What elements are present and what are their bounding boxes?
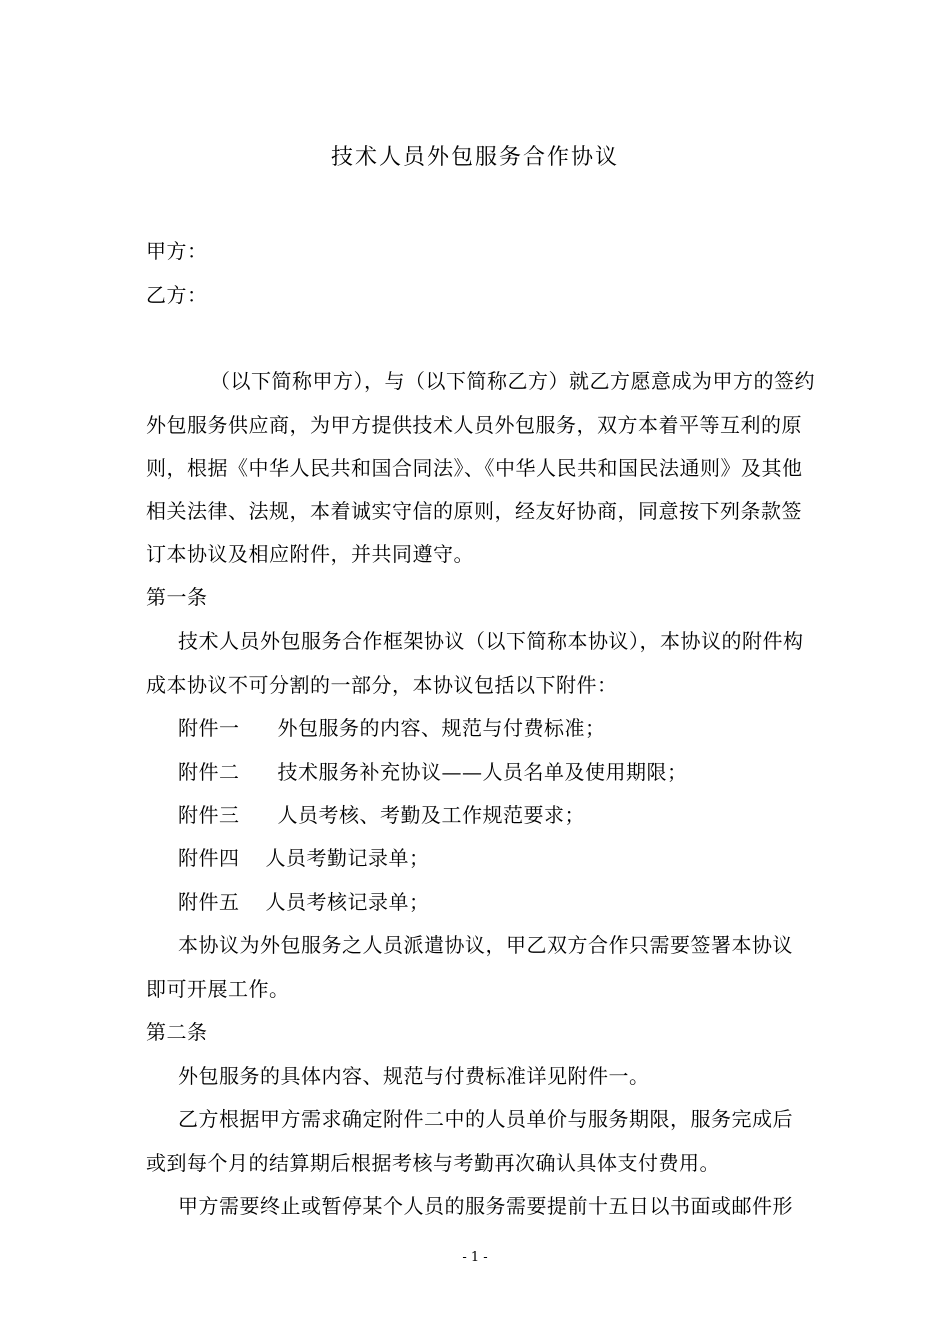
document-title: 技术人员外包服务合作协议 xyxy=(330,145,619,170)
attachment-label: 附件三 xyxy=(178,803,240,827)
article1-closing-line: 本协议为外包服务之人员派遣协议，甲乙双方合作只需要签署本协议 xyxy=(178,933,793,957)
attachment-item xyxy=(178,800,585,830)
attachment-label: 附件一 xyxy=(178,716,240,740)
party-b-label: 乙方： xyxy=(146,283,208,307)
attachment-item xyxy=(178,843,430,873)
attachment-item xyxy=(178,713,606,743)
attachment-text: 人员考勤记录单； xyxy=(265,846,430,870)
attachment-text: 技术服务补充协议——人员名单及使用期限； xyxy=(277,760,688,784)
attachment-label: 附件二 xyxy=(178,760,240,784)
preamble-line: 外包服务供应商，为甲方提供技术人员外包服务，双方本着平等互利的原 xyxy=(146,413,802,437)
party-a-label: 甲方： xyxy=(146,239,208,263)
article-heading: 第二条 xyxy=(146,1020,208,1044)
article2-paragraph-line: 或到每个月的结算期后根据考核与考勤再次确认具体支付费用。 xyxy=(146,1151,720,1175)
preamble-line: 相关法律、法规，本着诚实守信的原则，经友好协商，同意按下列条款签 xyxy=(146,499,802,523)
article2-paragraph: 外包服务的具体内容、规范与付费标准详见附件一。 xyxy=(178,1064,650,1088)
article-heading: 第一条 xyxy=(146,585,208,609)
article1-closing-line: 即可开展工作。 xyxy=(146,977,290,1001)
attachment-label: 附件四 xyxy=(178,846,240,870)
preamble-line: 订本协议及相应附件，并共同遵守。 xyxy=(146,542,474,566)
article2-paragraph-line: 甲方需要终止或暂停某个人员的服务需要提前十五日以书面或邮件形 xyxy=(178,1194,793,1218)
article1-intro-line: 技术人员外包服务合作框架协议（以下简称本协议），本协议的附件构 xyxy=(178,629,804,653)
article2-paragraph-line: 乙方根据甲方需求确定附件二中的人员单价与服务期限，服务完成后 xyxy=(178,1107,793,1131)
preamble-line: （以下简称甲方），与（以下简称乙方）就乙方愿意成为甲方的签约 xyxy=(210,369,815,393)
attachment-text: 外包服务的内容、规范与付费标准； xyxy=(277,716,606,740)
article1-intro-line: 成本协议不可分割的一部分，本协议包括以下附件： xyxy=(146,673,618,697)
attachment-item xyxy=(178,757,688,787)
preamble-line: 则，根据《中华人民共和国合同法》、《中华人民共和国民法通则》及其他 xyxy=(146,456,803,480)
attachment-text: 人员考核记录单； xyxy=(265,890,430,914)
attachment-item xyxy=(178,887,430,917)
page-number: - 1 - xyxy=(462,1250,488,1265)
attachment-text: 人员考核、考勤及工作规范要求； xyxy=(277,803,585,827)
attachment-label: 附件五 xyxy=(178,890,240,914)
